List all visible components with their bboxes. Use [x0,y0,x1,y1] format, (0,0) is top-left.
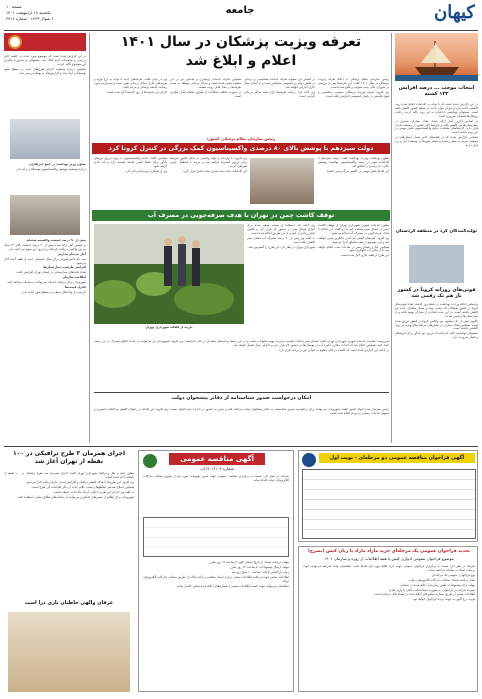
banner1-photo [250,158,314,204]
greenhouse-photo [94,224,244,324]
left-photo-2 [10,195,80,235]
tender2-title: آگهی فراخوان مناقصه عمومی دو مرحله‌ای - نوبت اول [319,453,475,463]
tender-table [143,517,289,557]
left-kicker: رئیس سازمان نظام پزشکی کشور: [206,136,276,141]
left-header-badge [4,33,86,51]
tender-title: آگهی مناقصه عمومی [169,453,265,465]
tender2-logo-icon [302,453,316,467]
masthead [0,0,482,30]
banner-1-title: دولت سیزدهم با پوشش بالای ۸۰ درصدی واکسیناسیون کمک بزرگی در کنترل کرونا کرد [108,145,374,152]
side-title-1: اجرای همزمان ۳ طرح ترافیکی در ۱۰۰ نقطه از تهران آغاز شد [12,450,126,465]
bottom-divider [4,446,478,447]
logo [385,2,475,28]
tender-body-2: مهلت دریافت اسناد: از تاریخ انتشار آگهی تا ساعت ۱۴ روز مقرر مهلت ارسال پیشنهادات: تا ساعت ۱۴ روز مقرر زمان بازگشایی پاکات: ساعت ۱۰ صبح روز بعد اطلاعات تماس جهت دریافت اطلاعات بیشتر درباره اسناد مناقصه و ارائه پاکات از طریق سامانه تدارکات الکترونیکی دولت. متقاضیان می‌توانند جهت کسب اطلاعات بیشتر با شماره‌های اعلام شده تماس حاصل نمایند. [143,561,289,588]
banner2-body-col-1: معاون خدمات شهری شهرداری تهران از توقف کاشت چمن در فضای سبز پایتخت خبر داد و گفت: این اقدام با هدف صرفه‌جویی در مصرف آب انجام می‌شود. وی افزود: گونه‌های گیاهی کم آب‌بر جایگزین چمن خواهند شد و این موضوع در همه مناطق اجرا می‌شود. همچنین آبیاری فضای سبز در ساعات شب انجام خواهد شد تا از تبخیر آب جلوگیری شود. این طرح از هفته جاری آغاز شده است. [318,224,389,258]
banner-2-title: توقف کاشت چمن در تهران با هدف صرفه‌جویی در مصرف آب [147,212,335,219]
mid-small-title: امکان درخواست صدور شناسنامه از دفاتر پیشخوان دولت [94,392,389,406]
column-divider-right [391,33,392,443]
logo-text: کیهان [433,2,475,23]
right-text-1: در این گزارش آمده است که با توجه به اقدامات انجام شده روند کاهشی ادامه دارد و میزان موارد جدید در سطح کشور کاهش یافته است. مسئولان بهداشتی با اشاره به این روند تاکید کردند رعایت پروتکل‌ها همچنان ضروری است. بر اساس آخرین آمار ارائه شده، تعداد بیماران بستری در بیمارستان‌ها نیز کاهش یافته و شرایط کلی کشور در وضعیت پایدار قرار دارد. کارشناسان معتقدند تداوم واکسیناسیون نقش مهمی در این روند داشته است. همچنین گزارش شده که در هفته‌های اخیر شمار استان‌های در وضعیت قرمز به صفر رسیده و بیشتر شهرها در وضعیت آبی و زرد قرار دارند. [395,103,478,148]
ship-photo [395,33,478,81]
headline-body-col-3: همچنین تعرفه خدمات پرستاری و مامایی نیز در این مصوبه تعیین شده است و مراکز درمانی موظف به نصب تعرفه‌ها در محل قابل رویت هستند. در صورت تخلف، شکایات از طریق سامانه قابل پیگیری است. [170,78,241,98]
side-title-2: عرفان والهی خاطبان بازی درا است [24,600,114,606]
banner1-body-col-3: وی افزود: با واردات و تولید واکسن در داخل کشور شرایط برای تزریق گسترده فراهم شد و مردم با استقبال خوبی همراهی کردند. این اقدامات باعث شد بیماری تحت کنترل قرار گیرد. [170,157,247,173]
banner1-body-col-4: همچنین گفت: ادامه واکسیناسیون به ویژه تزریق دوزهای یادآور برای حفظ ایمنی جامعه اهمیت دارد و باید جدی گرفته شود. وی از همکاری مردم قدردانی کرد. [94,157,167,173]
headline-body-col-4: وی در پایان گفت: تعرفه‌های جدید با توجه به نرخ تورم و هزینه‌های جاری مراکز درمانی تعیین شده و امیدواریم مورد رضایت جامعه پزشکی و مردم باشد. اجرای این تعرفه‌ها از روز گذشته آغاز شده است. [94,78,167,94]
left-text-3: بیش از ۹۰ درصد جمعیت واکسینه شده‌اند بر اساس آمار ارائه شده بیش از ۹۰ درصد جمعیت بالای ۱۲ سال دو دوز واکسن دریافت کرده‌اند و تزریق دوز سوم نیز ادامه دارد. آغاز ثبت‌نام مدارس ثبت نام دانش‌آموزان برای سال تحصیلی جدید از هفته آینده آغاز می‌شود. افزایش ظرفیت بیمارستان‌ها تعداد تخت‌های بیمارستانی در استان تهران افزایش یافت. اطلاعیه سازمان شهروندان برای دریافت خدمات می‌توانند به سامانه مراجعه کنند. کنترل قیمت‌ها بازرسی از واحدهای صنفی در سطح شهر ادامه دارد. [4,239,86,294]
left-text-1: در این گزارش آمده است که موضوع مورد بحث در جلسه اخیر بررسی و تصمیمات لازم اتخاذ شد. مسئولان بر ضرورت پیگیری این موضوع تاکید کردند. همچنین درباره وضعیت اجرای طرح‌های جدید در سطح شهر توضیحاتی ارائه شد و گزارش‌های مربوطه بررسی شد. [4,55,86,75]
badge-circle-icon [8,35,22,49]
headline-body-col-1: رئیس سازمان نظام پزشکی با اعلام تعرفه ویزیت پزشکان در سال ۱۴۰۱ گفت: این تعرفه‌ها پس از بررسی در شورای عالی بیمه تصویب و ابلاغ شده است. وی افزود: تعرفه ویزیت پزشکان عمومی، متخصص و فوق تخصص در بخش خصوصی افزایش یافته است. [318,78,389,98]
right-photo-2 [409,245,464,283]
announcement [298,546,478,692]
tender-number: شماره ۱۴۰۱/۱۰۴/ت [200,466,234,471]
tender2-ad [298,450,478,542]
right-item-2: فوتی‌های روزانه کرونا در کشور باز هم تک رقمی شد [397,287,476,299]
banner2-body-col-2: وی ادامه داد: استفاده از پساب تصفیه شده برای آبیاری فضای سبز در دستور کار قرار دارد و تاکنون بخش زیادی از آبیاری از این طریق انجام شده است. به گفته وی بیش از ۲۰ درصد مصرف آب فضای سبز کاهش یافته است. شهرداری تهران در نظر دارد این طرح را گسترش دهد. [247,224,315,249]
headline-line-2: اعلام و ابلاغ شد [185,53,297,69]
banner2-caption: بازدید از گلخانه شهرداری تهران [145,326,193,329]
tender-logo-icon [143,454,157,468]
headline-body-col-2: بر اساس این مصوبه تعرفه خدمات تشخیصی و درمانی در بخش دولتی و خصوصی مشخص شده و از ابتدای سال جاری اجرایی خواهد شد. وی تاکید کرد: رعایت تعرفه‌ها برای همه مراکز درمانی الزامی است. [244,78,315,98]
date-line-2: ۶ شوال ۱۴۴۳ - شماره ۴۷۱۶ [6,16,54,21]
right-text-2: براساس اعلام وزارت بهداشت در شبانه‌روز گذشته تعداد فوتی‌های کرونا در کشور همچنان تک رقمی بوده و شمار مبتلایان جدید نیز کاهش داشته است. در این مدت تعدادی از بیماران بهبود یافته و از بیمارستان‌ها ترخیص شدند. تاکنون بیش از ۱۵۰ میلیون دوز واکسن کرونا در کشور تزریق شده است. همچنین تعداد بیماران در بخش‌های مراقبت‌های ویژه نیز روند کاهشی داشته است. مسئولان بهداشتی تاکید کرده‌اند که تزریق دوز یادآور برای گروه‌های پرخطر ضرورت دارد. [395,303,478,340]
banner1-body-col-1: معاون بهداشت وزارت بهداشت گفت: دولت سیزدهم با اقدامات موثر در زمینه واکسیناسیون توانست پوشش بالای ۸۰ درصدی را محقق کند. این اقدام نقش مهمی در کاهش مرگ و میر داشت. [318,157,389,173]
plants-image [94,224,244,324]
masthead-divider [4,30,478,31]
side-body-1: معاون حمل و نقل و ترافیک شهرداری تهران گفت: اجرای همزمان سه طرح ترافیکی در ۱۰۰ نقطه از پایتخت آغاز شده است. وی افزود: این طرح‌ها با هدف کاهش ترافیک و افزایش ایمنی عابران پیاده اجرا می‌شود. همچنین اصلاح هندسی تقاطع‌ها و نصب علائم جدید از دیگر اقدامات این طرح است. به گفته وی اجرای این طرح تا پایان خرداد ماه ادامه خواهد داشت. شهروندان برای اطلاع از مسیرهای جایگزین می‌توانند از سامانه‌های اطلاع رسانی استفاده کنند. [4,472,134,499]
section-label: جامعه [225,5,255,16]
headline-line-1: تعرفه ویزیت پزشکان در سال ۱۴۰۱ [120,34,362,50]
right-item-1: تولیدکنندگان گرد در منطقه کردستان [395,229,478,234]
tender2-table [302,469,476,539]
announcement-body: شرکت در نظر دارد نسبت به برگزاری فراخوان عمومی جهت خرید اقلام مورد نیاز اقدام نماید. متقاضیان واجد شرایط می‌توانند جهت دریافت اسناد به سامانه مراجعه نمایند. نوع فراخوان: عمومی یک مرحله‌ای محل دریافت اسناد: سامانه تدارکات الکترونیکی دولت مهلت ارائه پیشنهادات: طبق زمان‌بندی اعلام شده در سامانه سپرده شرکت در فراخوان: به صورت ضمانت‌نامه بانکی یا واریز نقدی اطلاعات بیشتر از طریق شماره تماس‌های اعلام شده در اسناد قابل دریافت است. هزینه درج آگهی به عهده برنده فراخوان خواهد بود. [303,565,475,602]
right-caption-1: انتخاب موجب ... درصد افزایش ۱۳۳ کشته [398,85,475,97]
side-photo-bottom [8,612,130,692]
announcement-title: تجدید فراخوان عمومی یک مرحله‌ای خرید مازاد مازاد یا زبان کیش (بشرح) [308,549,470,554]
right-column [395,33,478,445]
announcement-subtitle: موضوع فراخوان عمومی ادواری کیش با همه اطلاعات از روزه و سازمان ۱۴۰۱ [324,556,454,561]
banner-1 [92,143,390,154]
date-line-1: یکشنبه ۱۸ اردیبهشت ۱۴۰۱ [6,10,51,15]
main-headline [92,33,390,75]
column-divider-left [89,33,90,443]
left-photo-1 [10,119,80,159]
tender-body: شرکت در نظر دارد نسبت به برگزاری مناقصه عمومی جهت تامین تجهیزات مورد نیاز از طریق سامانه تدارکات الکترونیکی دولت اقدام نماید. [143,475,289,482]
tender-ad [138,450,294,692]
mid-lower-text: سرپرست معاونت خدمات شهری شهرداری تهران گفت: فضای سبز پایتخت نیازمند مدیریت بهینه منابع آب است و در این راستا برنامه‌های متعددی در حال اجراست. وی افزود: شهروندان نیز می‌توانند با رعایت الگوی مصرف در این زمینه کمک کنند. همچنین اعلام شد که احداث مخازن ذخیره آب در بوستان‌ها در دستور کار قرار دارد و تا پایان سال تکمیل خواهد شد. در ادامه این گزارش آمده است که کاشت درختان مقاوم به کم‌آبی نیز در برنامه قرار دارد. [94,340,389,352]
ship-icon [395,33,478,81]
left-text-2: معاون وزیر بهداشت در جمع خبرنگاران درباره وضعیت پوشش واکسیناسیون توضیحاتی ارائه کرد. [15,163,86,171]
page-number: صفحه ۱۰ [6,4,22,9]
banner-2 [92,210,390,221]
mid-small-body: رئیس سازمان ثبت احوال کشور گفت: شهروندان می‌توانند برای درخواست صدور شناسنامه به دفاتر پیشخوان دولت مراجعه کنند و نیازی به حضور در ادارات ثبت احوال نیست. وی افزود: این اقدام در راستای کاهش مراجعات حضوری و تسهیل خدمات رسانی به مردم انجام شده است. [94,408,389,415]
left-sidebar [4,33,86,445]
